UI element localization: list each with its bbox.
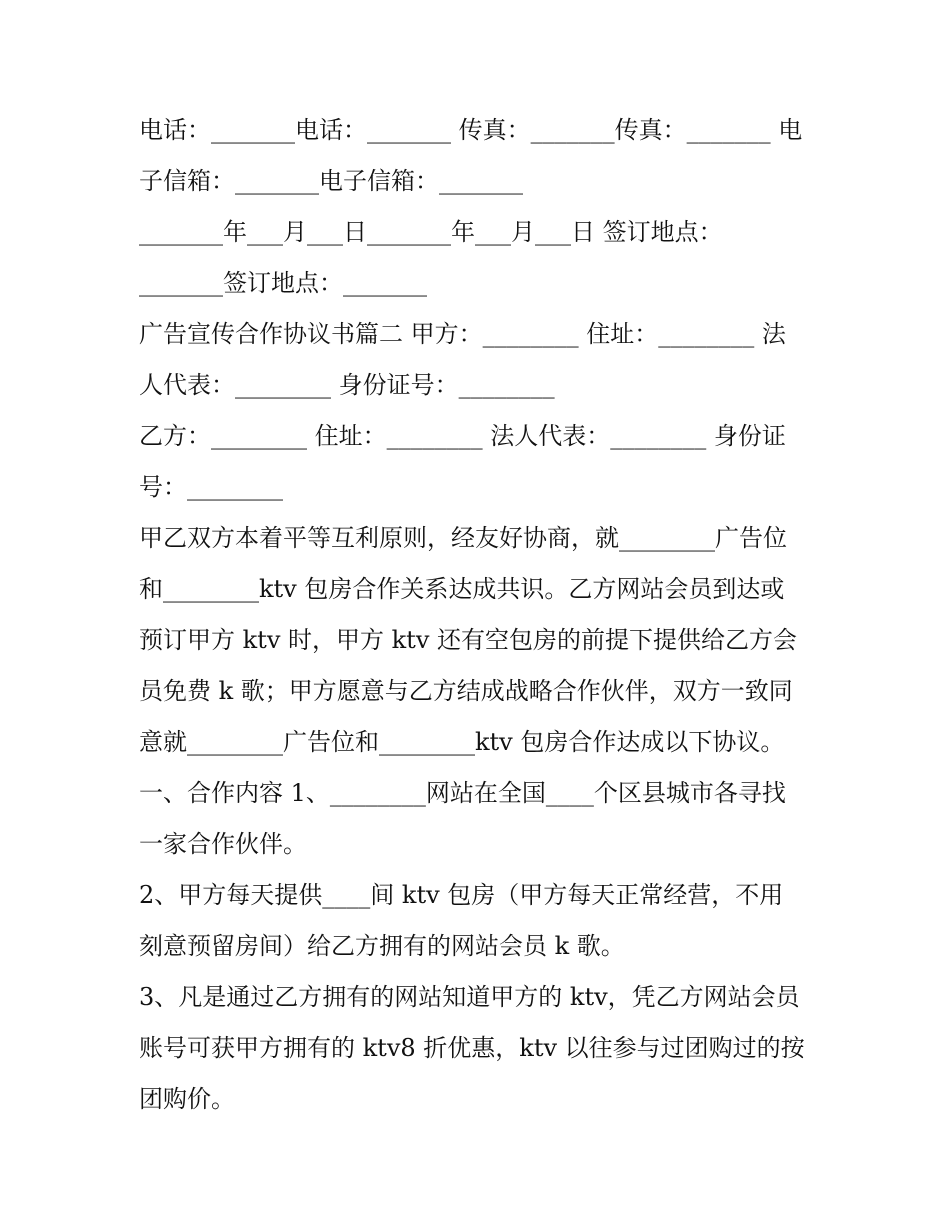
clause-2-line: 2、甲方每天提供____间 ktv 包房（甲方每天正常经营，不用 (139, 881, 784, 909)
party-b-id-line: 号：________ (139, 473, 283, 501)
clause-1-line: 一、合作内容 1、________网站在全国____个区县城市各寻找 (139, 779, 786, 807)
clause-3-line: 账号可获甲方拥有的 ktv8 折优惠，ktv 以往参与过团购过的按 (139, 1034, 805, 1062)
preamble-line: 员免费 k 歌；甲方愿意与乙方结成战略合作伙伴，双方一致同 (139, 677, 793, 705)
preamble-line: 甲乙双方本着平等互利原则，经友好协商，就________广告位 (139, 524, 787, 552)
signing-date-line: _______年___月___日_______年___月___日 签订地点： (139, 218, 723, 246)
preamble-line: 预订甲方 ktv 时，甲方 ktv 还有空包房的前提下提供给乙方会 (139, 626, 798, 654)
contact-email-line: 子信箱：_______电子信箱：_______ (139, 167, 523, 195)
party-b-line: 乙方：________ 住址：________ 法人代表：________ 身份证 (139, 422, 786, 450)
clause-2-line: 刻意预留房间）给乙方拥有的网站会员 k 歌。 (139, 932, 625, 960)
clause-1-line: 一家合作伙伴。 (139, 830, 307, 858)
contact-phone-fax-line: 电话：_______电话：_______ 传真：_______传真：_______ 电 (139, 116, 803, 144)
preamble-line: 意就________广告位和________ktv 包房合作达成以下协议。 (139, 728, 785, 756)
clause-3-line: 3、凡是通过乙方拥有的网站知道甲方的 ktv，凭乙方网站会员 (139, 983, 800, 1011)
signing-place-line: _______签订地点：_______ (139, 269, 427, 297)
document-body (139, 105, 811, 1125)
clause-3-line: 团购价。 (139, 1085, 235, 1113)
party-a-representative-line: 人代表：________ 身份证号：________ (139, 371, 555, 399)
preamble-line: 和________ktv 包房合作关系达成共识。乙方网站会员到达或 (139, 575, 785, 603)
party-a-line: 广告宣传合作协议书篇二 甲方：________ 住址：________ 法 (139, 320, 786, 348)
